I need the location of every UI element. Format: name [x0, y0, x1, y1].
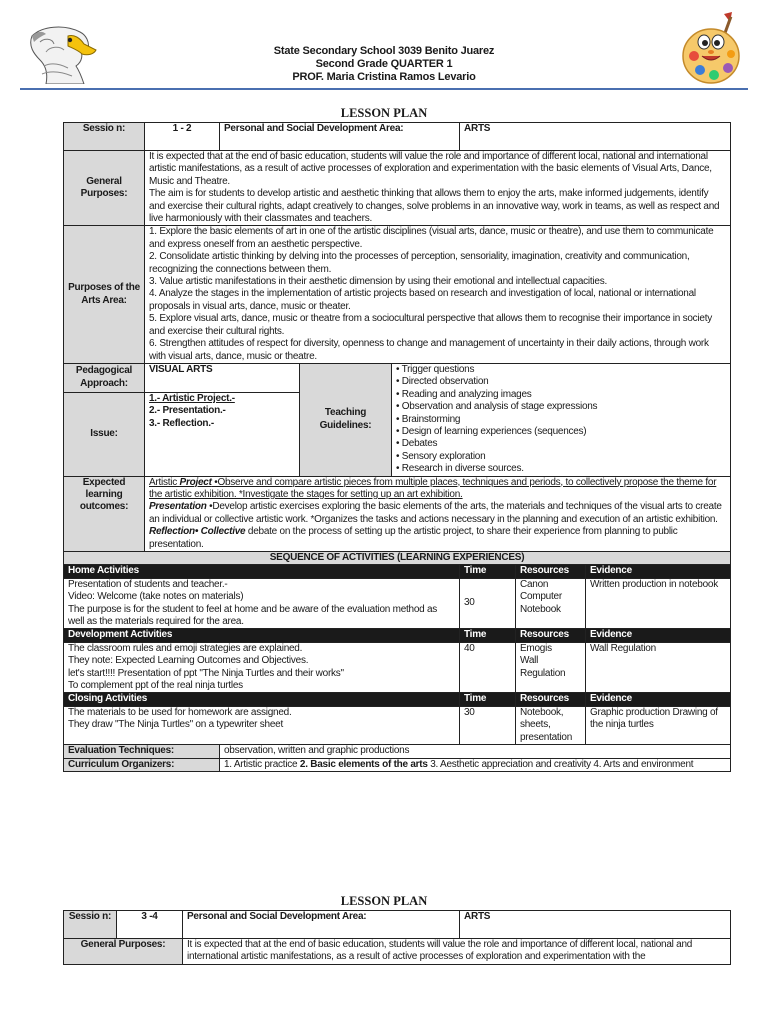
- closing-activities-title: Closing Activities: [64, 693, 460, 706]
- organizers-label: Curriculum Organizers:: [64, 758, 220, 771]
- evidence-header: Evidence: [586, 629, 731, 642]
- outcome-reflection: Reflection• Collective debate on the process of setting up the artistic project, to share their experience from planning to public presentation.: [149, 526, 678, 550]
- resources-header: Resources: [516, 565, 586, 578]
- resources-header: Resources: [516, 693, 586, 706]
- area-value: ARTS: [460, 123, 731, 151]
- expected-outcomes-text: [145, 476, 731, 551]
- arts-purposes-row: [64, 226, 731, 363]
- expected-outcomes-label: Expected learning outcomes:: [64, 476, 145, 551]
- general-purposes-paragraph: The aim is for students to develop artistic and aesthetic thinking that allows them to enjoy the arts, make informed judgements, identify and exercise their cultural rights, adapt creatively to changes, solve problems in an innovative way, work in teams, as well as respect and live harmoniously with their classmates and teachers.: [149, 188, 720, 225]
- grade-quarter: Second Grade QUARTER 1: [315, 58, 453, 70]
- session-label: Sessio n:: [64, 911, 117, 939]
- purpose-item: 2. Consolidate artistic thinking by delving into the processes of perception, sensoriality, imagination, creativity and communication, recognizing the connections between them.: [149, 251, 690, 275]
- development-resources: Emogis Wall Regulation: [516, 642, 586, 693]
- time-header: Time: [460, 565, 516, 578]
- session-label: Sessio n:: [64, 123, 145, 151]
- guideline-item: • Design of learning experiences (sequences): [396, 425, 587, 437]
- purpose-item: 3. Value artistic manifestations in their aesthetic dimension by using their emotional and intellectual capacities.: [149, 276, 607, 288]
- purpose-item: 4. Analyze the stages in the implementation of artistic projects based on research and investigation of local, national or international proposals in visual arts, dance, music or theater.: [149, 288, 696, 312]
- development-activities-header: [64, 629, 731, 642]
- closing-time: 30: [460, 706, 516, 744]
- sequence-title-row: [64, 552, 731, 565]
- development-evidence: Wall Regulation: [586, 642, 731, 693]
- evidence-header: Evidence: [586, 565, 731, 578]
- home-resources: Canon Computer Notebook: [516, 578, 586, 629]
- general-purposes-text: It is expected that at the end of basic education, students will value the role and importance of different local, national and international artistic manifestations, as a result of active processes of exploration and experimentation with the: [183, 939, 731, 965]
- pedagogical-label: Pedagogical Approach:: [64, 363, 145, 392]
- expected-outcomes-row: [64, 476, 731, 551]
- issue-item: 2.- Presentation.-: [149, 405, 226, 417]
- arts-purposes-list: [145, 226, 731, 363]
- area-label: Personal and Social Development Area:: [183, 911, 460, 939]
- issue-list: [145, 392, 300, 476]
- evaluation-value: observation, written and graphic productions: [220, 745, 731, 758]
- session-row: [64, 123, 731, 151]
- closing-activities-row: [64, 706, 731, 744]
- development-time: 40: [460, 642, 516, 693]
- purpose-item: 1. Explore the basic elements of art in one of the artistic disciplines (visual arts, dance, music or theatre), and use them to communicate and express oneself from an aesthetic perspective.: [149, 226, 714, 250]
- development-activities-title: Development Activities: [64, 629, 460, 642]
- lesson-plan-table: [63, 122, 731, 772]
- home-activities-text: Presentation of students and teacher.- Video: Welcome (take notes on materials) The purpose is for the student to feel at home and be aware of the evaluation method as well as the materials required for the area.: [64, 578, 460, 629]
- general-purposes-row: [64, 151, 731, 226]
- lesson-plan-title: LESSON PLAN: [340, 106, 428, 120]
- general-purposes-label: General Purposes:: [64, 151, 145, 226]
- development-activities-row: [64, 642, 731, 693]
- area-value: ARTS: [460, 911, 731, 939]
- header-divider: [20, 88, 748, 90]
- organizers-value: 1. Artistic practice 2. Basic elements of the arts 3. Aesthetic appreciation and creativity 4. Arts and environment: [220, 758, 731, 771]
- teaching-guidelines-label: Teaching Guidelines:: [300, 363, 392, 476]
- teaching-guidelines-list: [392, 363, 731, 476]
- guideline-item: • Observation and analysis of stage expressions: [396, 401, 598, 413]
- general-purposes-row: [64, 939, 731, 965]
- time-header: Time: [460, 693, 516, 706]
- guideline-item: • Debates: [396, 438, 438, 450]
- guideline-item: • Sensory exploration: [396, 450, 486, 462]
- closing-resources: Notebook, sheets, presentation: [516, 706, 586, 744]
- guideline-item: • Research in diverse sources.: [396, 463, 524, 475]
- closing-activities-header: [64, 693, 731, 706]
- resources-header: Resources: [516, 629, 586, 642]
- home-time: 30: [460, 578, 516, 629]
- home-activities-row: [64, 578, 731, 629]
- general-purposes-text: [145, 151, 731, 226]
- evaluation-row: [64, 745, 731, 758]
- closing-evidence: Graphic production Drawing of the ninja turtles: [586, 706, 731, 744]
- paint-palette-mascot-icon: [680, 12, 742, 86]
- pedagogical-row: [64, 363, 731, 392]
- professor-name: PROF. Maria Cristina Ramos Levario: [292, 71, 476, 83]
- guideline-item: • Reading and analyzing images: [396, 388, 532, 400]
- general-purposes-paragraph: It is expected that at the end of basic education, students will value the role and importance of different local, national and international artistic manifestations, as a result of active processes of exploration and experimentation with the basic elements of Visual Arts, Dance, Music and Theatre.: [149, 151, 712, 187]
- issue-item: 1.- Artistic Project.-: [149, 392, 235, 404]
- lesson-plan-title: LESSON PLAN: [340, 894, 428, 908]
- organizers-row: [64, 758, 731, 771]
- issue-label: Issue:: [64, 392, 145, 476]
- home-activities-header: [64, 565, 731, 578]
- guideline-item: • Directed observation: [396, 376, 489, 388]
- home-evidence: Written production in notebook: [586, 578, 731, 629]
- session-value: 3 -4: [117, 911, 183, 939]
- document-header: [20, 8, 748, 92]
- outcome-project: Artistic Project •Observe and compare artistic pieces from multiple places, techniques and periods, to collectively propose the theme for the artistic exhibition. *Investigate the stages for setting up an art exhibition.: [149, 476, 717, 500]
- development-activities-text: The classroom rules and emoji strategies are explained. They note: Expected Learning Outcomes and Objectives. let's start!!!! Presentation of ppt "The Ninja Turtles and their works" To complement ppt of the real ninja turtles: [64, 642, 460, 693]
- area-label: Personal and Social Development Area:: [220, 123, 460, 151]
- pedagogical-value: VISUAL ARTS: [145, 363, 300, 392]
- lesson-plan-table-2: [63, 910, 731, 965]
- guideline-item: • Brainstorming: [396, 413, 461, 425]
- purpose-item: 6. Strengthen attitudes of respect for diversity, openness to change and management of uncertainty in their daily actions, through work with visual arts, dance, music or theatre.: [149, 338, 709, 362]
- closing-activities-text: The materials to be used for homework are assigned. They draw "The Ninja Turtles" on a typewriter sheet: [64, 706, 460, 744]
- home-activities-title: Home Activities: [64, 565, 460, 578]
- purpose-item: 5. Explore visual arts, dance, music or theatre from a sociocultural perspective that allows them to recognise their importance in society and exercise their cultural rights.: [149, 313, 712, 337]
- time-header: Time: [460, 629, 516, 642]
- general-purposes-label: General Purposes:: [64, 939, 183, 965]
- evaluation-label: Evaluation Techniques:: [64, 745, 220, 758]
- outcome-presentation: Presentation •Develop artistic exercises exploring the basic elements of the arts, the materials and techniques of the visual arts to create an individual or collective artistic work. *Organizes the tasks and actions necessary in the planning and execution of an artistic exhibition.: [149, 501, 722, 525]
- evidence-header: Evidence: [586, 693, 731, 706]
- guideline-item: • Trigger questions: [396, 363, 475, 375]
- session-value: 1 - 2: [145, 123, 220, 151]
- sequence-title: SEQUENCE OF ACTIVITIES (LEARNING EXPERIENCES): [64, 552, 731, 565]
- issue-item: 3.- Reflection.-: [149, 417, 214, 429]
- session-row: [64, 911, 731, 939]
- header-text: [20, 45, 748, 84]
- school-name: State Secondary School 3039 Benito Juarez: [273, 45, 495, 57]
- arts-purposes-label: Purposes of the Arts Area:: [64, 226, 145, 363]
